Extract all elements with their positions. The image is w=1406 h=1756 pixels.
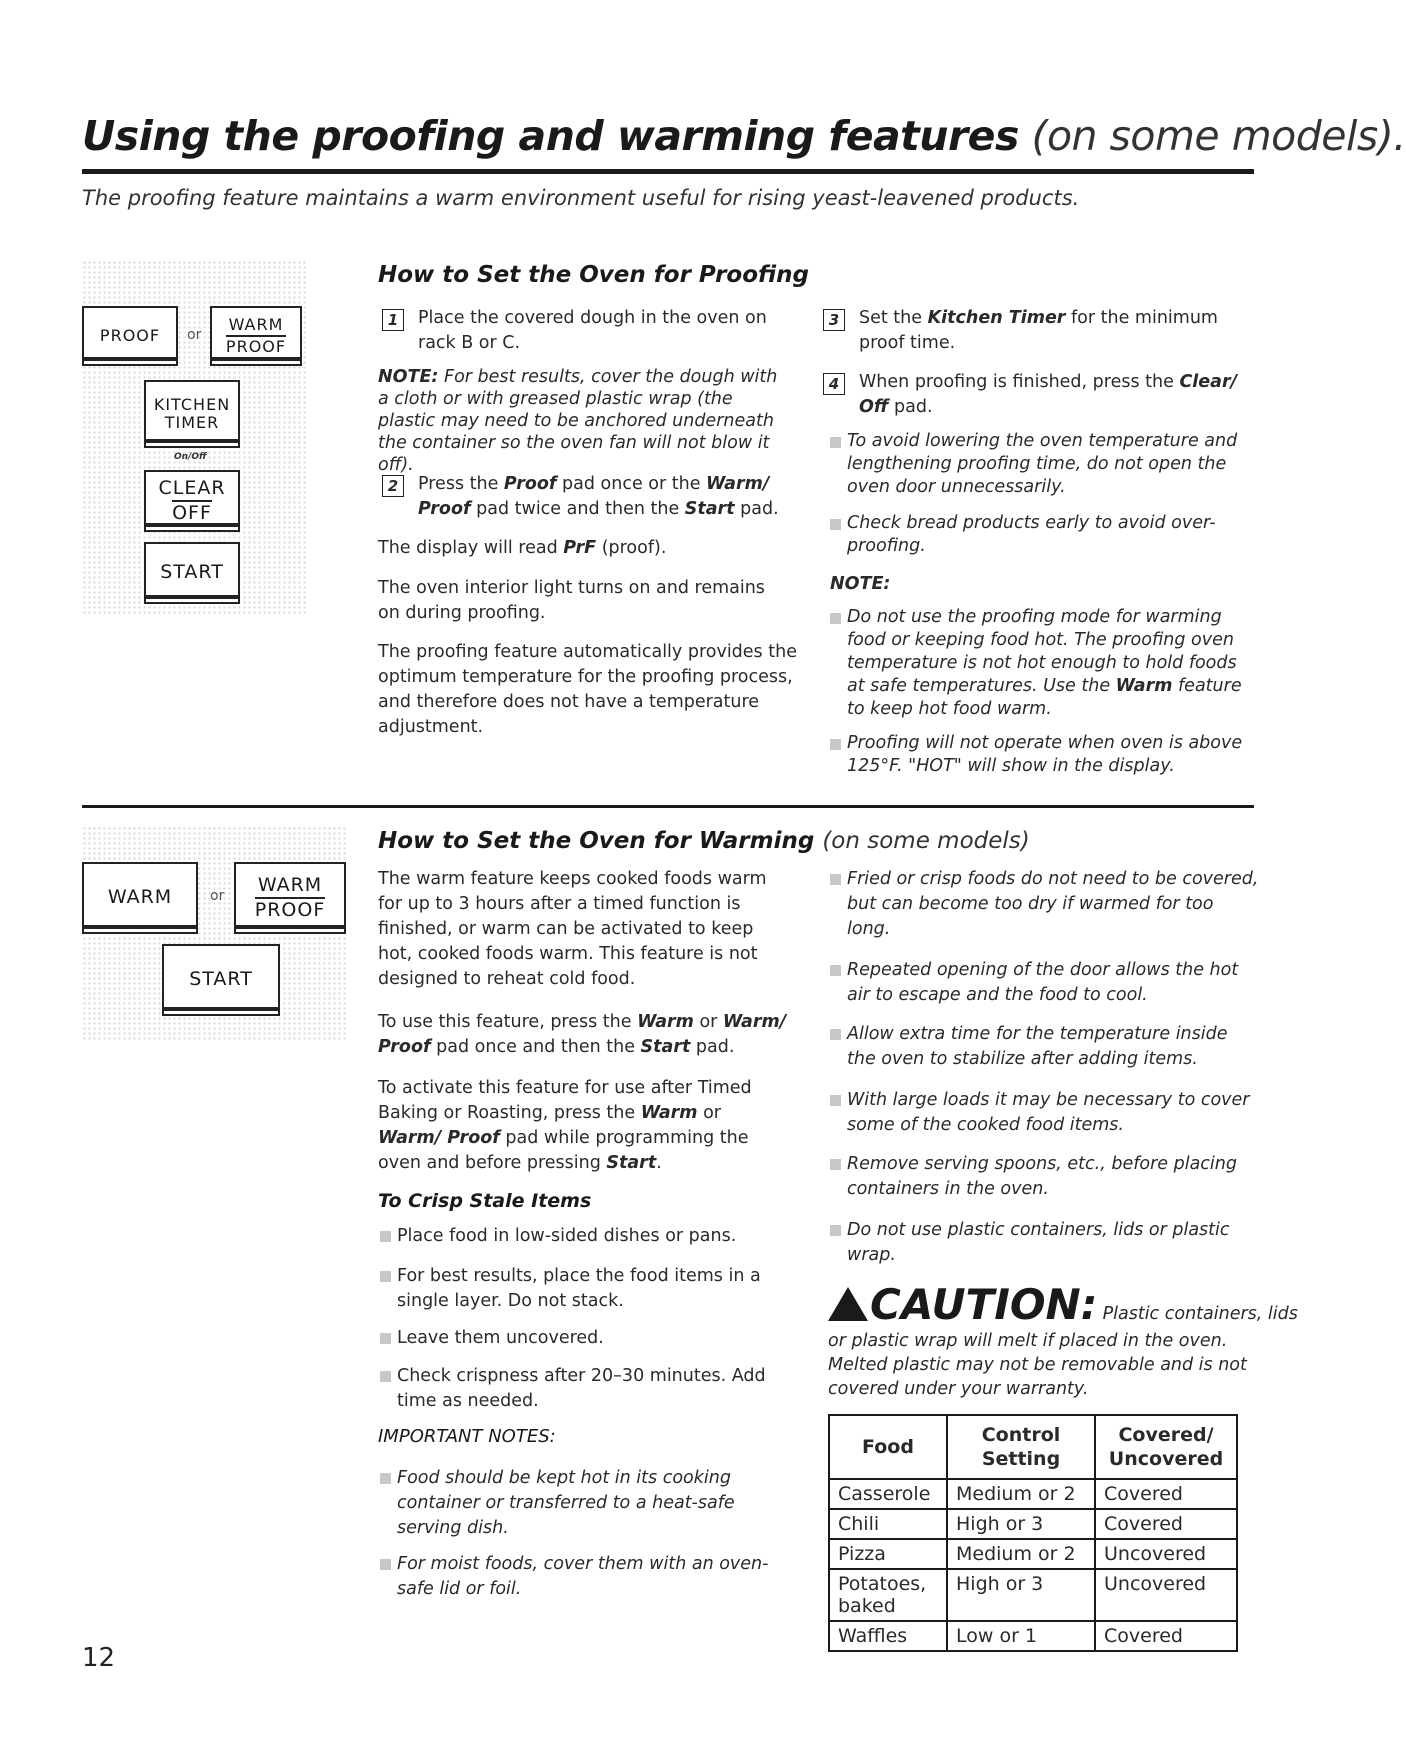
proofing-step-1: 1 Place the covered dough in the oven on rack B or C.: [382, 306, 794, 356]
step-number: 2: [382, 475, 404, 497]
step-number: 1: [382, 309, 404, 331]
page-title: Using the proofing and warming features (on some models).: [82, 112, 1406, 160]
clear-off-pad: CLEAR OFF: [144, 470, 240, 532]
page-subtitle: The proofing feature maintains a warm environment useful for rising yeast-leavened products.: [82, 186, 1080, 210]
kitchen-timer-pad: KITCHEN TIMER: [144, 380, 240, 448]
table-row: [829, 1621, 1237, 1651]
or-label: or: [210, 888, 225, 904]
caution-text-1: Plastic containers, lids: [1102, 1304, 1298, 1324]
table-cell: Waffles: [829, 1621, 947, 1651]
warming-heading: How to Set the Oven for Warming (on some models): [378, 828, 1030, 854]
bullet-icon: [830, 1159, 841, 1170]
bullet-icon: [830, 739, 841, 750]
proofing-bullet: To avoid lowering the oven temperature and lengthening proofing time, do not open the oven door unnecessarily.: [830, 430, 1250, 499]
table-cell: Pizza: [829, 1539, 947, 1569]
table-cell: Potatoes, baked: [829, 1569, 947, 1621]
warming-activate: To activate this feature for use after Timed Baking or Roasting, press the Warm or Warm/ Proof pad while programming the oven and before pressing Start.: [378, 1078, 752, 1173]
table-row: [829, 1539, 1237, 1569]
table-cell: Uncovered: [1095, 1569, 1237, 1621]
proofing-note: NOTE: For best results, cover the dough with a cloth or with greased plastic wrap (the plastic may need to be anchored underneath the container so the oven fan will not blow it off).: [378, 367, 778, 475]
bullet-icon: [380, 1473, 391, 1484]
table-header-row: [829, 1415, 1237, 1479]
proofing-bullet: Check bread products early to avoid over-proofing.: [830, 512, 1250, 558]
start-pad: START: [162, 944, 280, 1016]
bullet-icon: [830, 519, 841, 530]
crisp-bullet: Leave them uncovered.: [380, 1326, 790, 1351]
warming-use: To use this feature, press the Warm or Warm/ Proof pad once and then the Start pad.: [378, 1012, 787, 1057]
table-cell: Medium or 2: [947, 1479, 1095, 1509]
warming-bullet: Do not use plastic containers, lids or plastic wrap.: [830, 1218, 1250, 1268]
table-cell: Low or 1: [947, 1621, 1095, 1651]
crisp-heading: To Crisp Stale Items: [378, 1190, 592, 1212]
section-divider: [82, 805, 1254, 808]
bullet-icon: [830, 1029, 841, 1040]
bullet-icon: [830, 965, 841, 976]
table-row: [829, 1509, 1237, 1539]
bullet-icon: [380, 1231, 391, 1242]
proofing-step-4: 4 When proofing is finished, press the Clear/ Off pad.: [823, 370, 1243, 420]
warming-bullet: Fried or crisp foods do not need to be covered, but can become too dry if warmed for too long.: [830, 867, 1260, 942]
proofing-note-bullet: Do not use the proofing mode for warming food or keeping food hot. The proofing oven temperature is not hot enough to hold foods at safe temperatures. Use the Warm feature to keep hot food warm.: [830, 606, 1250, 721]
warming-bullet: Allow extra time for the temperature inside the oven to stabilize after adding items.: [830, 1022, 1250, 1072]
proofing-pads-illustration: [82, 260, 308, 614]
important-bullet: For moist foods, cover them with an oven-safe lid or foil.: [380, 1552, 800, 1602]
proofing-note-bullet: Proofing will not operate when oven is above 125°F. "HOT" will show in the display.: [830, 732, 1250, 778]
table-cell: Chili: [829, 1509, 947, 1539]
onoff-label: On/Off: [174, 452, 207, 462]
warming-bullet: Remove serving spoons, etc., before placing containers in the oven.: [830, 1152, 1250, 1202]
bullet-icon: [380, 1559, 391, 1570]
important-notes-heading: IMPORTANT NOTES:: [378, 1426, 556, 1447]
crisp-bullet: For best results, place the food items in a single layer. Do not stack.: [380, 1264, 790, 1314]
bullet-icon: [830, 874, 841, 885]
title-rule: [82, 169, 1254, 174]
page-number: 12: [82, 1643, 116, 1673]
proofing-heading: How to Set the Oven for Proofing: [378, 262, 809, 288]
bullet-icon: [830, 613, 841, 624]
table-cell: Covered: [1095, 1509, 1237, 1539]
light-text: The oven interior light turns on and remains on during proofing.: [378, 578, 765, 623]
warm-pad: WARM: [82, 862, 198, 934]
table-cell: Medium or 2: [947, 1539, 1095, 1569]
bullet-icon: [830, 1095, 841, 1106]
warming-intro: The warm feature keeps cooked foods warm for up to 3 hours after a timed function is finished, or warm can be activated to keep hot, cooked foods warm. This feature is not designed to reheat cold food.: [378, 869, 767, 989]
table-row: [829, 1479, 1237, 1509]
bullet-icon: [830, 437, 841, 448]
bullet-icon: [830, 1225, 841, 1236]
warming-food-table: [828, 1414, 1238, 1652]
table-cell: High or 3: [947, 1509, 1095, 1539]
note2-label: NOTE:: [830, 574, 891, 594]
important-bullet: Food should be kept hot in its cooking container or transferred to a heat-safe serving dish.: [380, 1466, 800, 1541]
step-number: 3: [823, 309, 845, 331]
caution-text-2: or plastic wrap will melt if placed in the oven. Melted plastic may not be removable and is not covered under your warranty.: [828, 1331, 1247, 1399]
warming-bullet: Repeated opening of the door allows the hot air to escape and the food to cool.: [830, 958, 1250, 1008]
or-label: or: [187, 327, 202, 343]
bullet-icon: [380, 1333, 391, 1344]
table-cell: High or 3: [947, 1569, 1095, 1621]
bullet-icon: [380, 1371, 391, 1382]
crisp-bullet: Check crispness after 20–30 minutes. Add time as needed.: [380, 1364, 790, 1414]
proofing-step-3: 3 Set the Kitchen Timer for the minimum proof time.: [823, 306, 1243, 356]
proof-pad: PROOF: [82, 306, 178, 366]
display-text: The display will read PrF (proof).: [378, 538, 667, 558]
caution-block: [828, 1280, 1298, 1401]
crisp-bullet: Place food in low-sided dishes or pans.: [380, 1224, 790, 1249]
table-header: Food: [829, 1415, 947, 1479]
warm-proof-pad: WARM PROOF: [210, 306, 302, 366]
warming-pads-illustration: [82, 826, 346, 1040]
table-header: Control Setting: [947, 1415, 1095, 1479]
step-number: 4: [823, 373, 845, 395]
caution-label: CAUTION:: [870, 1280, 1098, 1329]
table-row: [829, 1569, 1237, 1621]
start-pad: START: [144, 542, 240, 604]
warming-bullet: With large loads it may be necessary to cover some of the cooked food items.: [830, 1088, 1260, 1138]
table-cell: Covered: [1095, 1621, 1237, 1651]
table-header: Covered/ Uncovered: [1095, 1415, 1237, 1479]
auto-temp-text: The proofing feature automatically provides the optimum temperature for the proofing process, and therefore does not have a temperature adjustment.: [378, 642, 797, 737]
bullet-icon: [380, 1271, 391, 1282]
warm-proof-pad: WARM PROOF: [234, 862, 346, 934]
table-cell: Uncovered: [1095, 1539, 1237, 1569]
proofing-step-2: 2 Press the Proof pad once or the Warm/ Proof pad twice and then the Start pad.: [382, 472, 794, 522]
warning-triangle-icon: [828, 1287, 868, 1321]
table-cell: Casserole: [829, 1479, 947, 1509]
table-cell: Covered: [1095, 1479, 1237, 1509]
